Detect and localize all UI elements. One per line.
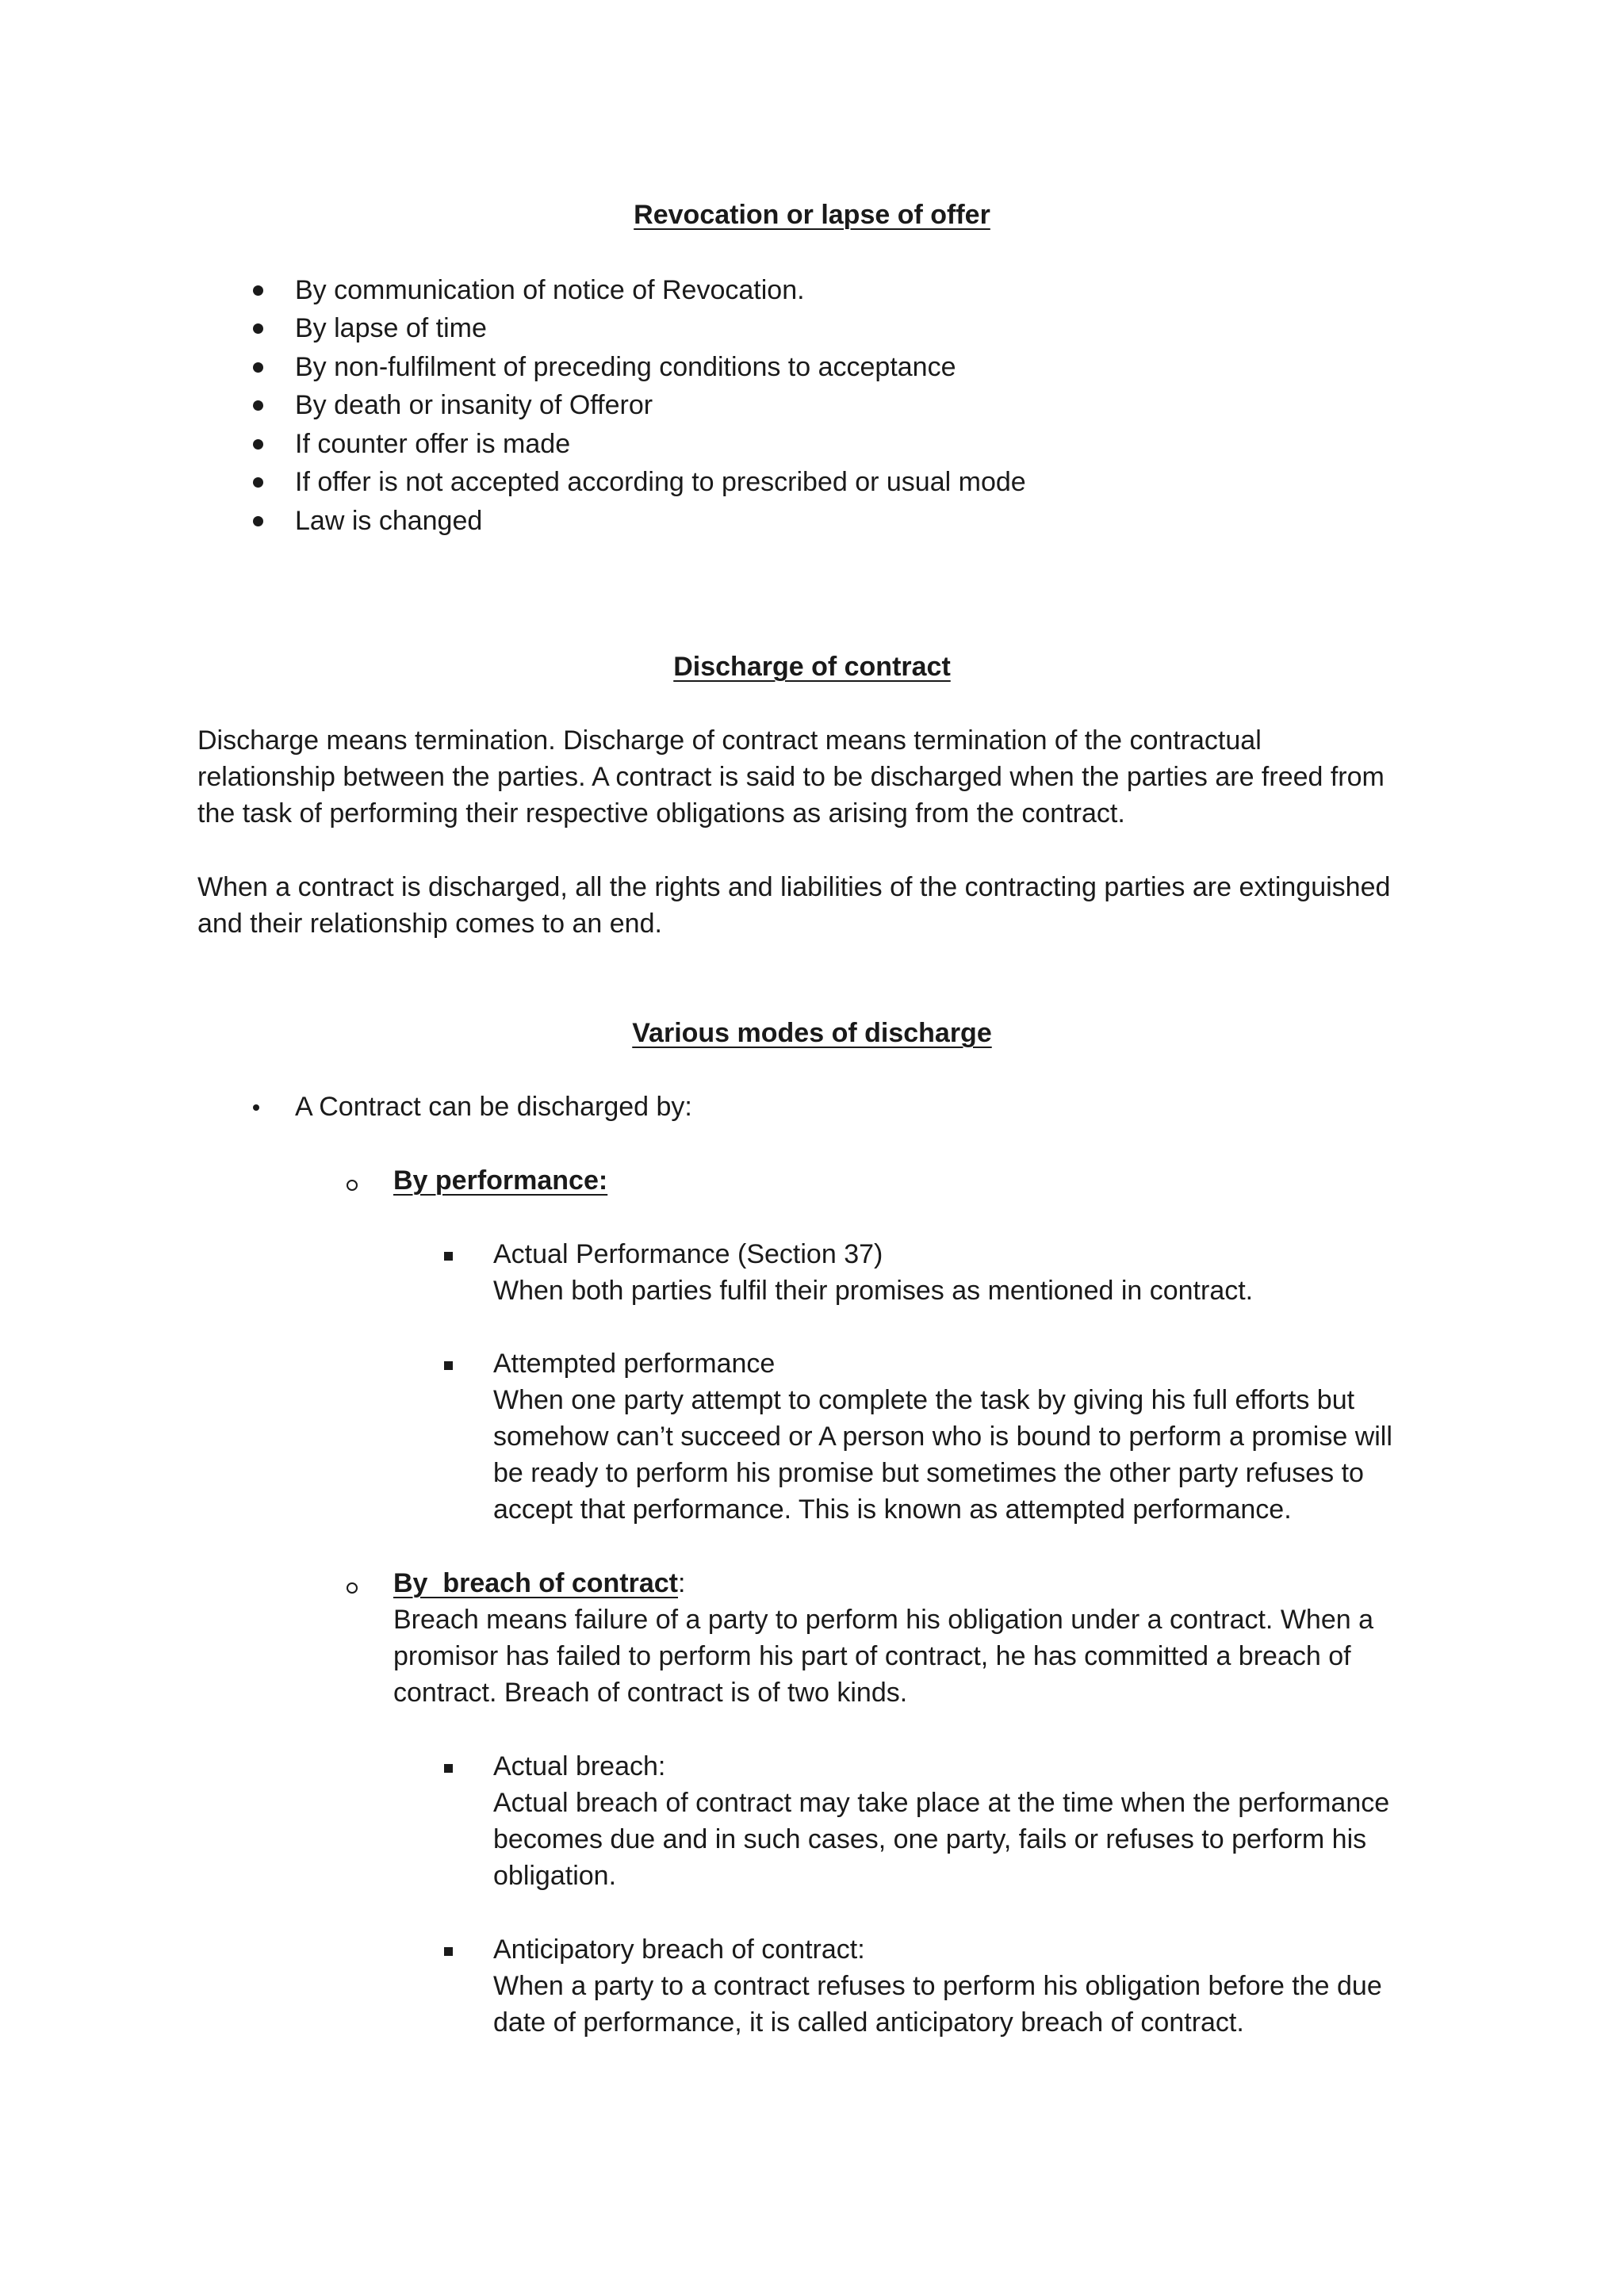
list-item: By lapse of time — [295, 313, 487, 343]
item-text: becomes due and in such cases, one party, fails or refuses to perform his — [493, 1824, 1367, 1854]
bullet-icon — [253, 516, 263, 526]
item-text: When one party attempt to complete the task by giving his full efforts but — [493, 1385, 1355, 1415]
bullet-icon — [253, 285, 263, 296]
list-item: Law is changed — [295, 506, 483, 536]
list-item: By communication of notice of Revocation. — [295, 275, 805, 305]
ring-bullet-icon — [347, 1180, 358, 1191]
item-text: Actual breach of contract may take place at the time when the performance — [493, 1788, 1390, 1818]
subheading-breach-label: By breach of contract — [393, 1568, 678, 1598]
heading-revocation: Revocation or lapse of offer — [634, 200, 990, 230]
item-text: accept that performance. This is known as attempted performance. — [493, 1494, 1292, 1525]
bullet-icon — [253, 323, 263, 334]
heading-discharge: Discharge of contract — [673, 652, 951, 682]
bullet-icon — [253, 439, 263, 450]
list-item: If offer is not accepted according to prescribed or usual mode — [295, 467, 1026, 497]
paragraph-line: contract. Breach of contract is of two kinds. — [393, 1678, 908, 1708]
square-bullet-icon — [444, 1947, 453, 1956]
subheading-performance: By performance: — [393, 1165, 608, 1196]
subheading-breach-colon: : — [677, 1568, 686, 1598]
item-text: When a party to a contract refuses to perform his obligation before the due — [493, 1971, 1382, 2001]
item-title-anticipatory-breach: Anticipatory breach of contract: — [493, 1934, 865, 1965]
item-title-attempted-performance: Attempted performance — [493, 1349, 776, 1379]
list-item: By non-fulfilment of preceding conditions to acceptance — [295, 352, 956, 382]
item-text: When both parties fulfil their promises as mentioned in contract. — [493, 1276, 1254, 1306]
square-bullet-icon — [444, 1252, 453, 1261]
paragraph-line: and their relationship comes to an end. — [197, 909, 662, 939]
list-item: If counter offer is made — [295, 429, 571, 459]
item-text: somehow can’t succeed or A person who is bound to perform a promise will — [493, 1422, 1392, 1452]
item-text: be ready to perform his promise but sometimes the other party refuses to — [493, 1458, 1364, 1488]
heading-modes: Various modes of discharge — [632, 1018, 992, 1048]
item-text: obligation. — [493, 1861, 617, 1891]
modes-intro: A Contract can be discharged by: — [295, 1092, 692, 1122]
item-title-actual-breach: Actual breach: — [493, 1751, 666, 1781]
ring-bullet-icon — [347, 1582, 358, 1594]
paragraph-line: promisor has failed to perform his part of contract, he has committed a breach of — [393, 1641, 1351, 1671]
item-text: date of performance, it is called anticipatory breach of contract. — [493, 2007, 1244, 2038]
bullet-icon — [253, 477, 263, 488]
bullet-icon — [253, 362, 263, 373]
paragraph-line: Discharge means termination. Discharge of contract means termination of the contractual — [197, 725, 1262, 756]
square-bullet-icon — [444, 1764, 453, 1773]
item-title-actual-performance: Actual Performance (Section 37) — [493, 1239, 883, 1269]
square-bullet-icon — [444, 1361, 453, 1370]
bullet-icon — [253, 400, 263, 411]
paragraph-line: When a contract is discharged, all the rights and liabilities of the contracting parties are extinguished — [197, 872, 1391, 902]
paragraph-line: the task of performing their respective obligations as arising from the contract. — [197, 798, 1125, 828]
paragraph-line: Breach means failure of a party to perform his obligation under a contract. When a — [393, 1605, 1373, 1635]
bullet-icon — [253, 1104, 259, 1111]
subheading-breach — [393, 1565, 685, 1601]
paragraph-line: relationship between the parties. A contract is said to be discharged when the parties are freed from — [197, 762, 1385, 792]
list-item: By death or insanity of Offeror — [295, 390, 653, 420]
